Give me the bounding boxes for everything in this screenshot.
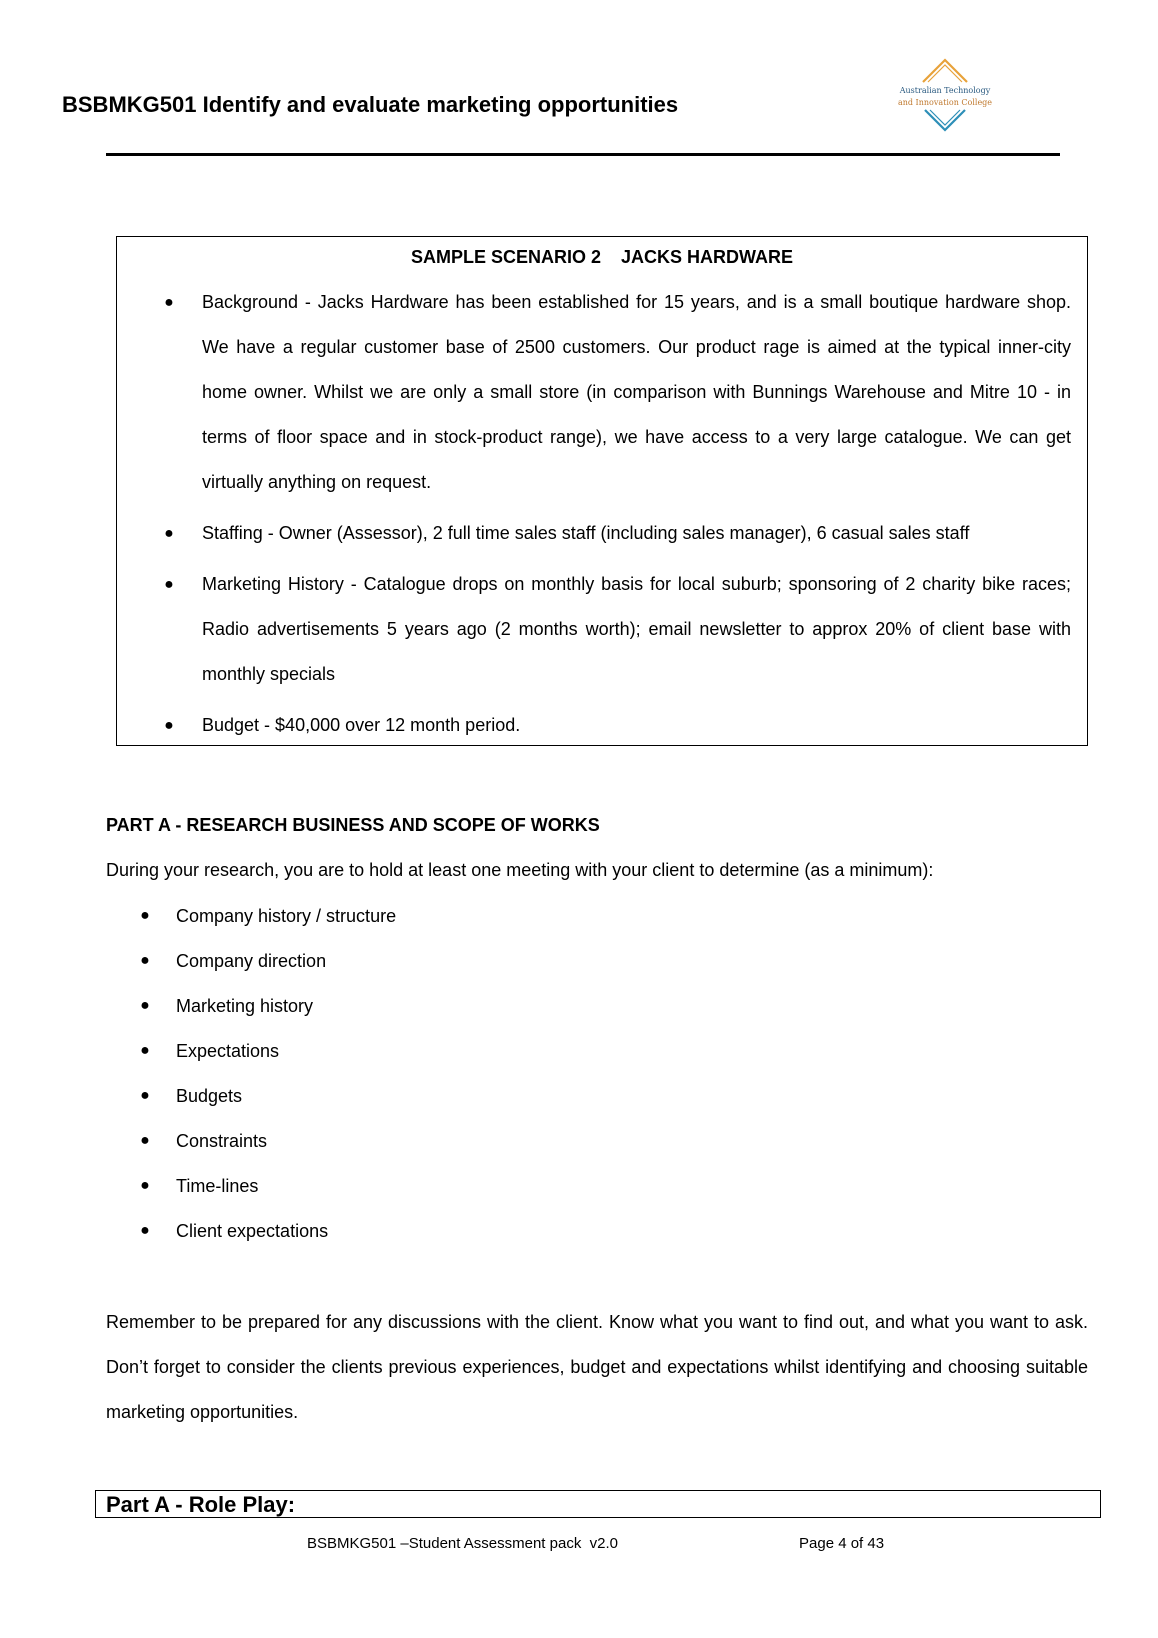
list-item bbox=[140, 1084, 396, 1129]
scenario-title: SAMPLE SCENARIO 2 JACKS HARDWARE bbox=[410, 247, 794, 267]
list-item bbox=[140, 1039, 396, 1084]
remember-paragraph: Remember to be prepared for any discussions with the client. Know what you want to find out, and what you want to ask. Don’t forget to consider the clients previous experiences, budget and expectations whilst identifying and choosing suitable marketing opportunities. bbox=[106, 1312, 1088, 1422]
scenario-item-text: Background - Jacks Hardware has been established for 15 years, and is a small boutique hardware shop. We have a regular customer base of 2500 customers. Our product rage is aimed at the typical inner-city home owner. Whilst we are only a small store (in comparison with Bunnings Warehouse and Mitre 10 - in terms of floor space and in stock-product range), we have access to a very large catalogue. We can get virtually anything on request. bbox=[202, 292, 1071, 492]
list-item-text: Constraints bbox=[176, 1131, 268, 1151]
list-item-text: Company direction bbox=[176, 951, 327, 971]
bullet-icon: ● bbox=[140, 1132, 150, 1149]
list-item-text: Expectations bbox=[176, 1041, 280, 1061]
bullet-icon: ● bbox=[140, 1087, 150, 1104]
bullet-icon: ● bbox=[140, 952, 150, 969]
list-item bbox=[140, 1129, 396, 1174]
scenario-item-staffing bbox=[164, 511, 1071, 556]
scenario-box bbox=[116, 236, 1088, 746]
list-item-text: Marketing history bbox=[176, 996, 314, 1016]
bullet-icon: ● bbox=[140, 997, 150, 1014]
list-item-text: Client expectations bbox=[176, 1221, 329, 1241]
role-play-heading-box bbox=[95, 1490, 1101, 1518]
list-item bbox=[140, 949, 396, 994]
scenario-item-text: Staffing - Owner (Assessor), 2 full time sales staff (including sales manager), 6 casual sales staff bbox=[202, 523, 970, 543]
bullet-icon: ● bbox=[140, 1042, 150, 1059]
part-a-heading: PART A - RESEARCH BUSINESS AND SCOPE OF WORKS bbox=[106, 815, 600, 835]
list-item-text: Budgets bbox=[176, 1086, 243, 1106]
part-a-intro: During your research, you are to hold at least one meeting with your client to determine (as a minimum): bbox=[106, 860, 934, 880]
requirements-list bbox=[140, 904, 397, 1264]
bullet-icon: ● bbox=[164, 576, 174, 593]
document-header-title: BSBMKG501 Identify and evaluate marketing opportunities bbox=[62, 92, 679, 117]
bullet-icon: ● bbox=[140, 907, 150, 924]
logo-text-line2: and Innovation College bbox=[897, 98, 993, 107]
scenario-list bbox=[164, 280, 1071, 754]
logo-text-line1: Australian Technology bbox=[899, 86, 991, 95]
scenario-item-budget bbox=[164, 703, 1071, 748]
scenario-item-text: Budget - $40,000 over 12 month period. bbox=[202, 715, 521, 735]
scenario-item-background bbox=[164, 280, 1071, 505]
role-play-heading: Part A - Role Play: bbox=[106, 1492, 296, 1517]
list-item bbox=[140, 1219, 396, 1264]
bullet-icon: ● bbox=[140, 1177, 150, 1194]
bullet-icon: ● bbox=[140, 1222, 150, 1239]
list-item bbox=[140, 1174, 396, 1219]
college-logo bbox=[895, 56, 995, 134]
header-divider bbox=[106, 153, 1060, 156]
bullet-icon: ● bbox=[164, 294, 174, 311]
footer-document-label: BSBMKG501 –Student Assessment pack v2.0 bbox=[307, 1535, 619, 1552]
list-item bbox=[140, 904, 397, 949]
scenario-item-text: Marketing History - Catalogue drops on monthly basis for local suburb; sponsoring of 2 charity bike races; Radio advertisements 5 years ago (2 months worth); email newsletter to approx 20% of client base with monthly specials bbox=[202, 574, 1071, 684]
bullet-icon: ● bbox=[164, 717, 174, 734]
bullet-icon: ● bbox=[164, 525, 174, 542]
list-item bbox=[140, 994, 396, 1039]
footer-page-number: Page 4 of 43 bbox=[799, 1535, 885, 1552]
list-item-text: Time-lines bbox=[176, 1176, 259, 1196]
list-item-text: Company history / structure bbox=[176, 906, 397, 926]
scenario-item-marketing-history bbox=[164, 562, 1071, 697]
